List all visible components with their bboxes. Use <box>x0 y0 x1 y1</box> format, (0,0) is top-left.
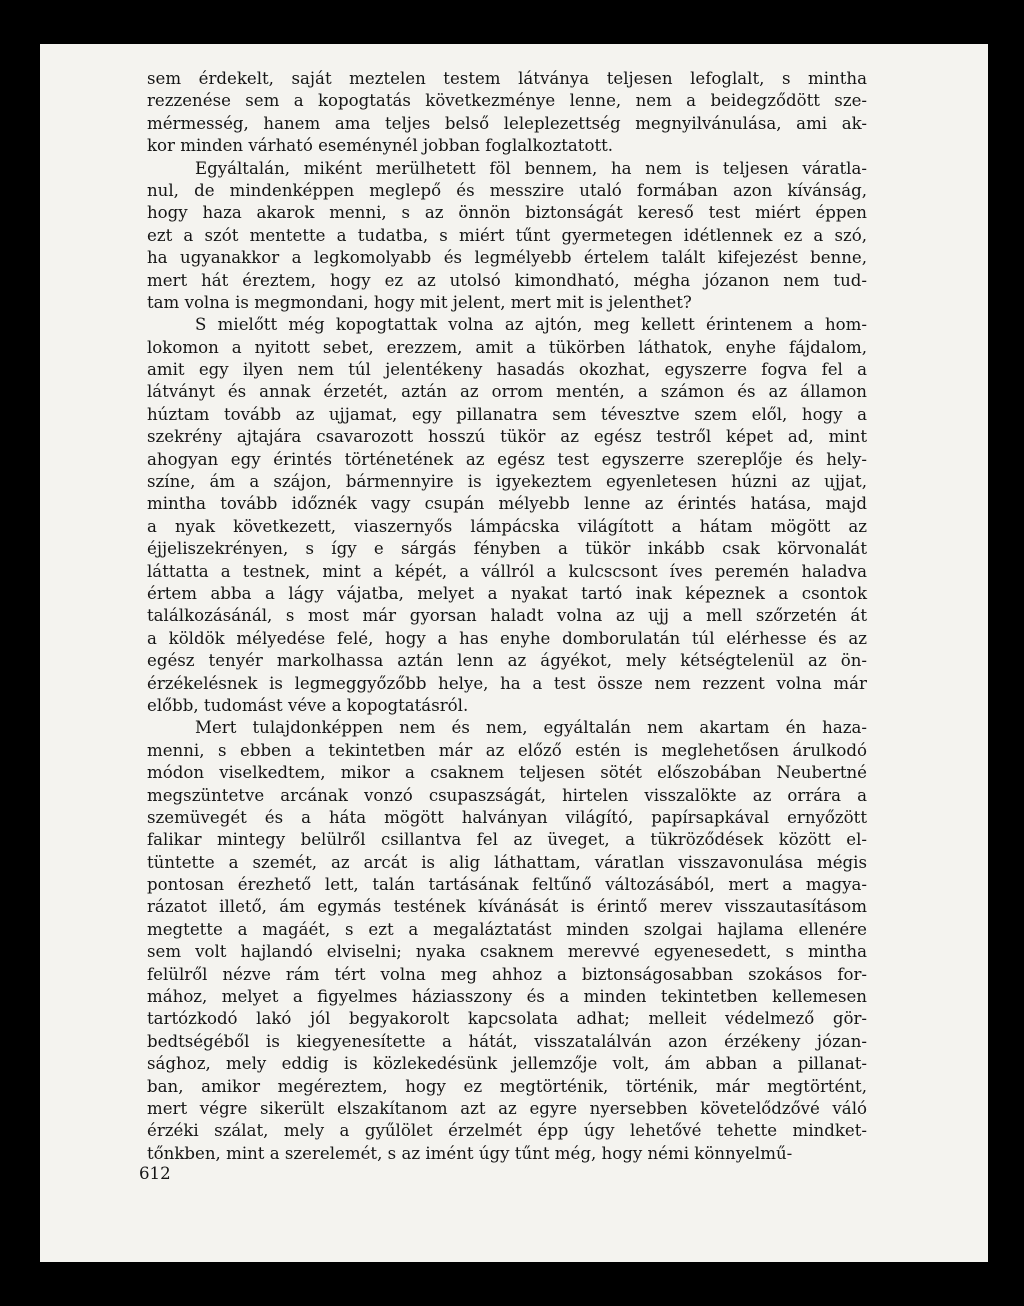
paragraph <box>147 314 867 717</box>
text-line: láttatta a testnek, mint a képét, a vállról a kulcscsont íves peremén haladva <box>147 561 867 581</box>
text-line: lokomon a nyitott sebet, erezzem, amit a tükörben láthatok, enyhe fájdalom, <box>147 337 867 357</box>
text-line: érzékelésnek is legmeggyőzőbb helye, ha a test össze nem rezzent volna már <box>147 673 867 693</box>
text-line: pontosan érezhető lett, talán tartásának feltűnő változásából, mert a magya- <box>147 875 867 895</box>
body-text <box>147 68 867 1165</box>
text-line: éjjeliszekrényen, s így e sárgás fényben a tükör inkább csak körvonalát <box>147 539 867 559</box>
text-line: hogy haza akarok menni, s az önnön biztonságát kereső test miért éppen <box>147 203 867 223</box>
text-line: húztam tovább az ujjamat, egy pillanatra sem tévesztve szem elől, hogy a <box>147 404 867 424</box>
text-line: rázatot illető, ám egymás testének kívánását is érintő merev visszautasításom <box>147 897 867 917</box>
text-line: a nyak következett, viaszernyős lámpácska világított a hátam mögött az <box>147 516 867 536</box>
text-line: egész tenyér markolhassa aztán lenn az ágyékot, mely kétségtelenül az ön- <box>147 651 867 671</box>
paragraph <box>147 68 867 158</box>
text-line: színe, ám a szájon, bármennyire is igyekeztem egyenletesen húzni az ujjat, <box>147 472 867 492</box>
text-line: kor minden várható eseménynél jobban foglalkoztatott. <box>147 136 614 156</box>
text-line: ha ugyanakkor a legkomolyabb és legmélyebb értelem talált kifejezést benne, <box>147 248 867 268</box>
text-line: sághoz, mely eddig is közlekedésünk jellemzője volt, ám abban a pillanat- <box>147 1054 867 1074</box>
text-line: tartózkodó lakó jól begyakorolt kapcsolata adhat; melleit védelmező gör- <box>147 1009 867 1029</box>
text-line: mintha tovább időznék vagy csupán mélyebb lenne az érintés hatása, majd <box>147 494 867 514</box>
text-line: ezt a szót mentette a tudatba, s miért tűnt gyermetegen idétlennek ez a szó, <box>147 225 867 245</box>
text-line: mert hát éreztem, hogy ez az utolsó kimondható, mégha józanon nem tud- <box>147 270 867 290</box>
text-line: megtette a magáét, s ezt a megaláztatást minden szolgai hajlama ellenére <box>147 919 867 939</box>
text-line: a köldök mélyedése felé, hogy a has enyhe domborulatán túl elérhesse és az <box>147 628 867 648</box>
text-line: mérmesség, hanem ama teljes belső leleplezettség megnyilvánulása, ami ak- <box>147 113 867 133</box>
text-line: tüntette a szemét, az arcát is alig láthattam, váratlan visszavonulása mégis <box>147 852 867 872</box>
text-line: mert végre sikerült elszakítanom azt az egyre nyersebben követelődzővé váló <box>147 1098 867 1118</box>
paragraph <box>147 717 867 1165</box>
text-line: előbb, tudomást véve a kopogtatásról. <box>147 695 469 715</box>
text-line: rezzenése sem a kopogtatás következménye lenne, nem a beidegződött sze- <box>147 91 867 111</box>
text-line: módon viselkedtem, mikor a csaknem teljesen sötét előszobában Neubertné <box>147 763 867 783</box>
text-line: amit egy ilyen nem túl jelentékeny hasadás okozhat, egyszerre fogva fel a <box>147 360 867 380</box>
paragraph <box>147 158 867 315</box>
text-line: S mielőtt még kopogtattak volna az ajtón, meg kellett érintenem a hom- <box>195 315 867 335</box>
text-line: menni, s ebben a tekintetben már az előző estén is meglehetősen árulkodó <box>147 740 867 760</box>
text-line: mához, melyet a figyelmes háziasszony és a minden tekintetben kellemesen <box>147 987 867 1007</box>
text-line: ahogyan egy érintés történetének az egész test egyszerre szereplője és hely- <box>147 449 867 469</box>
text-line: sem volt hajlandó elviselni; nyaka csaknem merevvé egyenesedett, s mintha <box>147 942 867 962</box>
text-line: találkozásánál, s most már gyorsan haladt volna az ujj a mell szőrzetén át <box>147 606 867 626</box>
text-line: érzéki szálat, mely a gyűlölet érzelmét épp úgy lehetővé tehette mindket- <box>147 1121 867 1141</box>
text-line: sem érdekelt, saját meztelen testem látványa teljesen lefoglalt, s mintha <box>147 69 867 88</box>
text-line: falikar mintegy belülről csillantva fel az üveget, a tükröződések között el- <box>147 830 867 850</box>
text-line: Mert tulajdonképpen nem és nem, egyáltalán nem akartam én haza- <box>195 718 867 738</box>
text-line: értem abba a lágy vájatba, melyet a nyakat tartó inak képeznek a csontok <box>147 583 867 603</box>
text-line: ban, amikor megéreztem, hogy ez megtörténik, történik, már megtörtént, <box>147 1076 867 1096</box>
text-line: szemüvegét és a háta mögött halványan világító, papírsapkával ernyőzött <box>147 807 867 827</box>
text-line: tam volna is megmondani, hogy mit jelent, mert mit is jelenthet? <box>147 292 692 312</box>
text-line: nul, de mindenképpen meglepő és messzire utaló formában azon kívánság, <box>147 180 867 200</box>
book-page <box>40 44 988 1262</box>
text-line: felülről nézve rám tért volna meg ahhoz a biztonságosabban szokásos for- <box>147 964 867 984</box>
text-line: megszüntetve arcának vonzó csupaszságát, hirtelen visszalökte az orrára a <box>147 785 867 805</box>
text-line: tőnkben, mint a szerelemét, s az imént úgy tűnt még, hogy némi könnyelmű- <box>147 1143 793 1163</box>
text-line: Egyáltalán, miként merülhetett föl bennem, ha nem is teljesen váratla- <box>195 158 867 178</box>
text-line: bedtségéből is kiegyenesítette a hátát, visszatalálván azon érzékeny józan- <box>147 1031 867 1051</box>
text-line: szekrény ajtajára csavarozott hosszú tükör az egész testről képet ad, mint <box>147 427 867 447</box>
page-number: 612 <box>139 1164 171 1183</box>
text-line: látványt és annak érzetét, aztán az orrom mentén, a számon és az államon <box>147 382 867 402</box>
